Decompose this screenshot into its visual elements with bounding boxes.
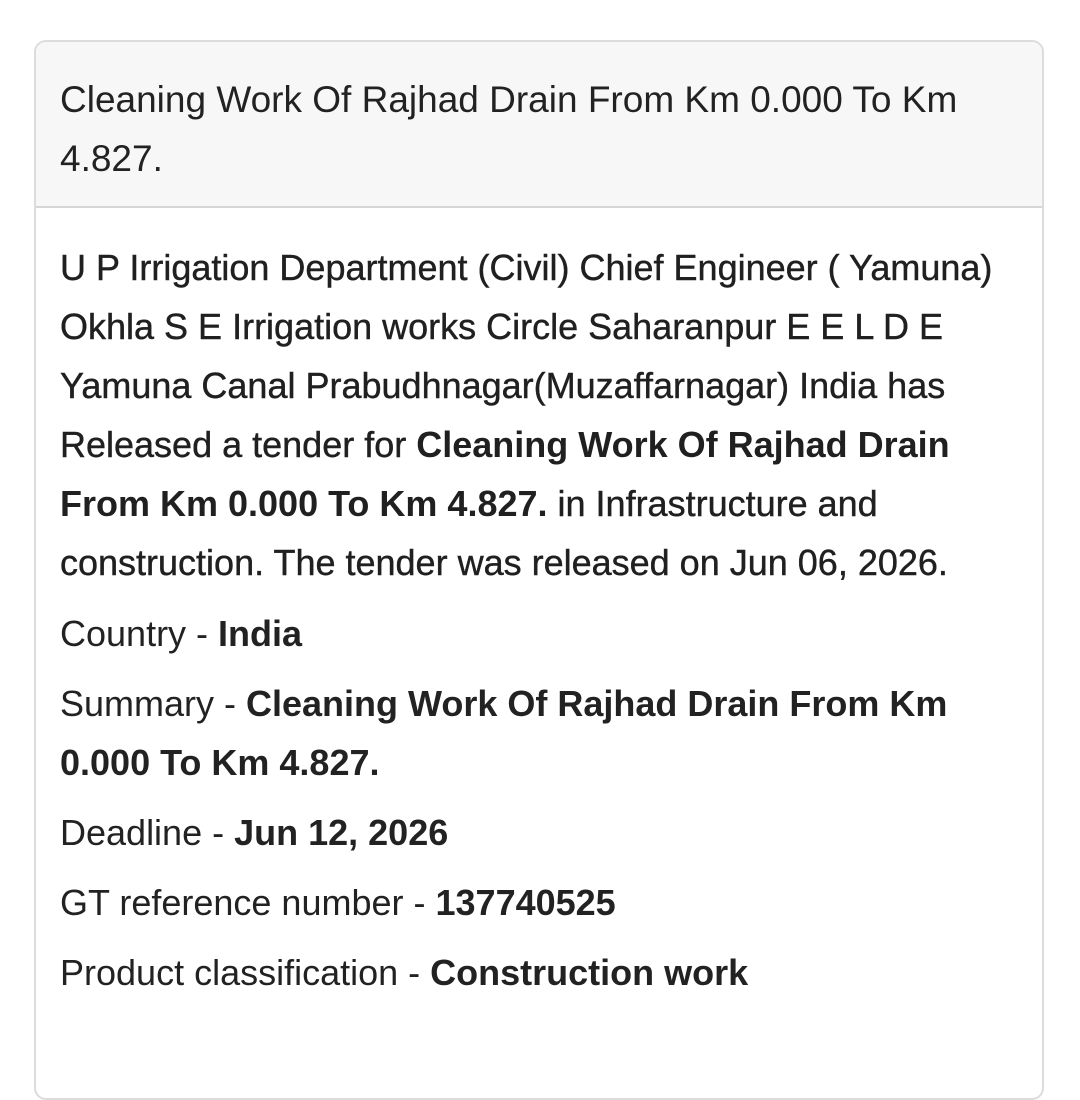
country-value: India bbox=[218, 613, 303, 654]
deadline-label: Deadline - bbox=[60, 812, 235, 853]
deadline-value: Jun 12, 2026 bbox=[234, 812, 449, 853]
tender-title: Cleaning Work Of Rajhad Drain From Km 0.000 To Km 4.827. bbox=[36, 42, 1042, 208]
description-tender-name: Cleaning Work Of Rajhad Drain From Km 0.000 To Km 4.827. bbox=[60, 424, 950, 524]
summary-label: Summary - bbox=[60, 683, 247, 724]
tender-card bbox=[34, 40, 1044, 1100]
tender-description bbox=[60, 238, 1018, 592]
summary-value: Cleaning Work Of Rajhad Drain From Km 0.000 To Km 4.827. bbox=[60, 683, 948, 783]
product-classification-label: Product classification - bbox=[60, 952, 431, 993]
summary-field bbox=[60, 674, 1018, 792]
gt-reference-label: GT reference number - bbox=[60, 882, 436, 923]
description-outro: in Infrastructure and construction. The tender was released on Jun 06, 2026. bbox=[60, 483, 948, 583]
description-intro: U P Irrigation Department (Civil) Chief Engineer ( Yamuna) Okhla S E Irrigation works Circle Saharanpur E E L D E Yamuna Canal Prabudhnagar(Muzaffarnagar) India has Released a tender for bbox=[60, 247, 993, 465]
product-classification-value: Construction work bbox=[430, 952, 749, 993]
deadline-field bbox=[60, 803, 1018, 862]
gt-reference-value: 137740525 bbox=[435, 882, 616, 923]
product-classification-field bbox=[60, 943, 1018, 1002]
gt-reference-field bbox=[60, 873, 1018, 932]
country-label: Country - bbox=[60, 613, 219, 654]
tender-details bbox=[36, 208, 1042, 1002]
country-field bbox=[60, 604, 1018, 663]
